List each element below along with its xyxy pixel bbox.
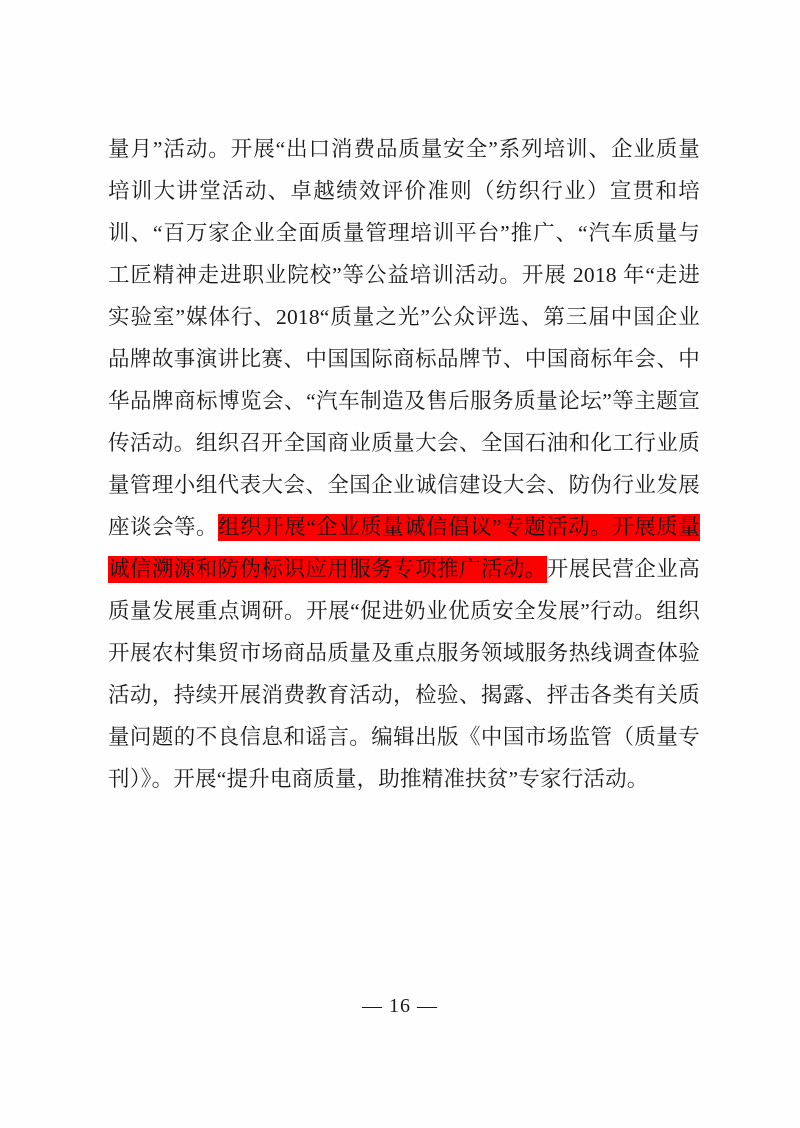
paragraph-segment-after-highlight: 开展民营企业高质量发展重点调研。开展“促进奶业优质安全发展”行动。组织开展农村集贸市场商品质量及重点服务领域服务热线调查体验活动，持续开展消费教育活动，检验、揭露、抨击各类有关质量问题的不良信息和谣言。编辑出版《中国市场监管（质量专刊）》。开展“提升电商质量，助推精准扶贫”专家行活动。 (108, 557, 700, 791)
page-number (0, 995, 800, 1018)
page-number-label: — 16 — (362, 995, 438, 1017)
paragraph-segment-before-highlight: 量月”活动。开展“出口消费品质量安全”系列培训、企业质量培训大讲堂活动、卓越绩效评价准则（纺织行业）宣贯和培训、“百万家企业全面质量管理培训平台”推广、“汽车质量与工匠精神走进职业院校”等公益培训活动。开展 2018 年“走进实验室”媒体行、2018“质量之光”公众评选、第三届中国企业品牌故事演讲比赛、中国国际商标品牌节、中国商标年会、中华品牌商标博览会、“汽车制造及售后服务质量论坛”等主题宣传活动。组织召开全国商业质量大会、全国石油和化工行业质量管理小组代表大会、全国企业诚信建设大会、防伪行业发展座谈会等。 (108, 137, 700, 539)
body-paragraph (108, 128, 700, 800)
page-body-text (108, 128, 700, 800)
highlighted-text: 组织开展“企业质量诚信倡议”专题活动。开展质量诚信溯源和防伪标识应用服务专项推广活动。 (108, 515, 700, 581)
